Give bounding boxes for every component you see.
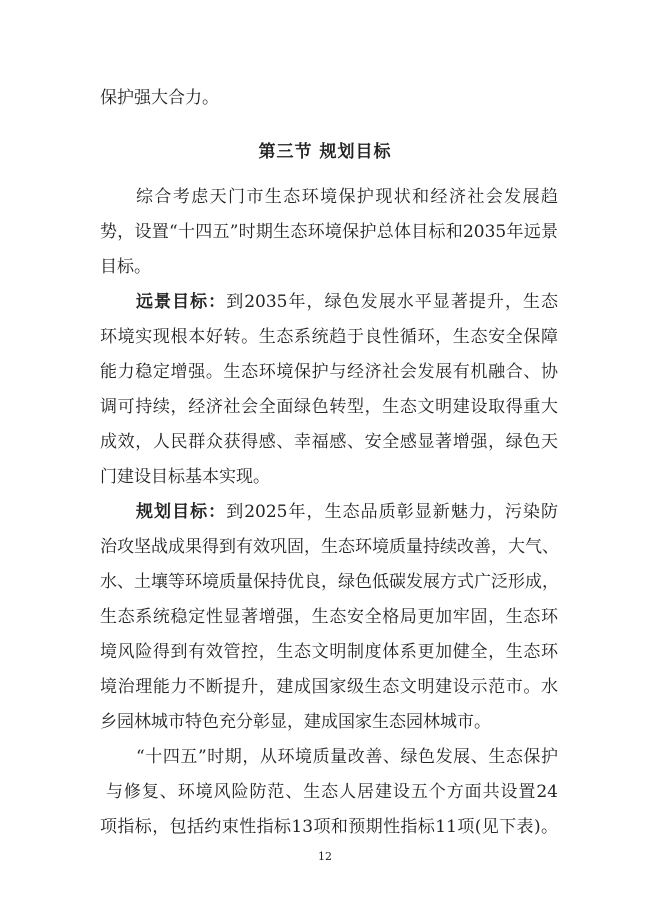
- paragraph-line: 门建设目标基本实现。: [100, 467, 270, 487]
- paragraph-line: 水、土壤等环境质量保持优良，绿色低碳发展方式广泛形成，: [100, 572, 559, 592]
- paragraph-line: 势，设置“十四五”时期生态环境保护总体目标和2035年远景: [100, 222, 558, 242]
- paragraph-line: 境风险得到有效管控，生态文明制度体系更加健全，生态环: [100, 642, 558, 662]
- paragraph-line: 与修复、环境风险防范、生态人居建设五个方面共设置24: [106, 782, 558, 802]
- continuation-text: 保护强大合力。: [100, 88, 219, 108]
- vision-text: 到2035年，绿色发展水平显著提升，生态: [226, 292, 559, 312]
- paragraph-line: 生态系统稳定性显著增强，生态安全格局更加牢固，生态环: [100, 607, 558, 627]
- vision-lead: 远景目标：: [136, 292, 227, 312]
- plan-lead: 规划目标：: [136, 502, 227, 522]
- section-title: 第三节 规划目标: [258, 142, 392, 162]
- paragraph-line: 能力稳定增强。生态环境保护与经济社会发展有机融合、协: [100, 362, 558, 382]
- paragraph-line: 调可持续，经济社会全面绿色转型，生态文明建设取得重大: [100, 397, 558, 417]
- paragraph-line: [136, 501, 558, 523]
- paragraph-line: 综合考虑天门市生态环境保护现状和经济社会发展趋: [136, 187, 558, 207]
- paragraph-line: 目标。: [100, 257, 151, 277]
- paragraph-line: 成效，人民群众获得感、幸福感、安全感显著增强，绿色天: [100, 432, 558, 452]
- paragraph-line: 环境实现根本好转。生态系统趋于良性循环，生态安全保障: [100, 327, 558, 347]
- paragraph-line: 境治理能力不断提升，建成国家级生态文明建设示范市。水: [100, 677, 558, 697]
- paragraph-line: 治攻坚战成果得到有效巩固，生态环境质量持续改善，大气、: [100, 537, 559, 557]
- paragraph-line: “十四五”时期，从环境质量改善、绿色发展、生态保护: [136, 747, 558, 767]
- page-number: 12: [318, 850, 332, 863]
- paragraph-line: 项指标，包括约束性指标13项和预期性指标11项(见下表)。: [100, 817, 558, 837]
- paragraph-line: 乡园林城市特色充分彰显，建成国家生态园林城市。: [100, 712, 491, 732]
- paragraph-line: [136, 291, 558, 313]
- plan-text: 到2025年，生态品质彰显新魅力，污染防: [226, 502, 559, 522]
